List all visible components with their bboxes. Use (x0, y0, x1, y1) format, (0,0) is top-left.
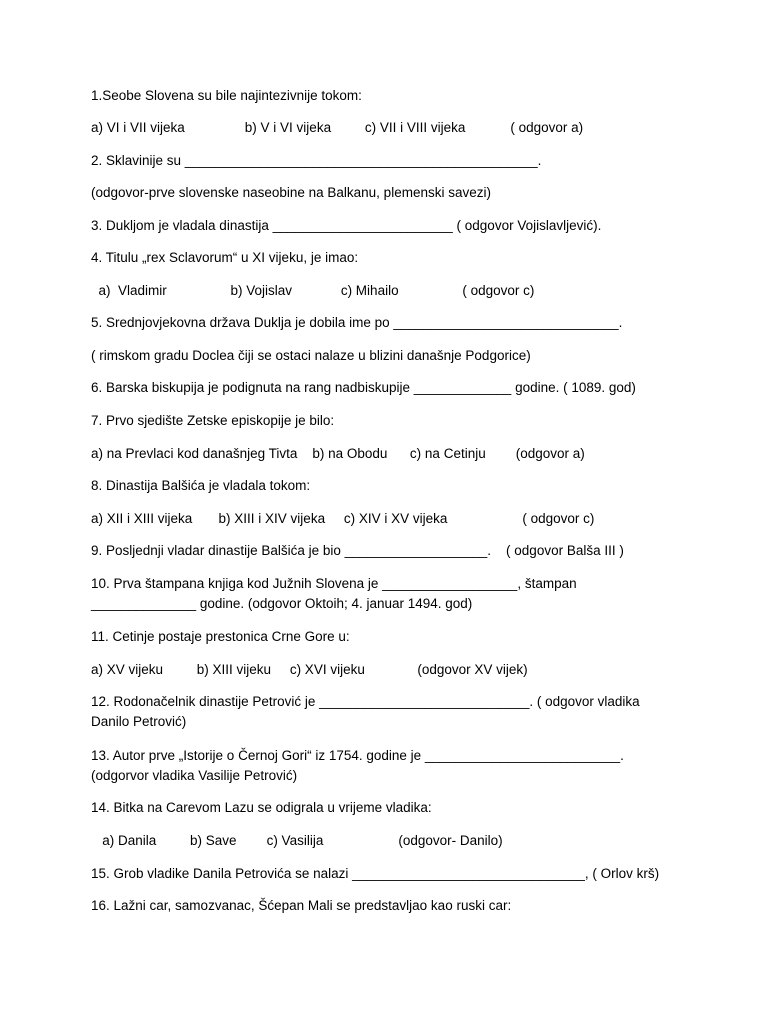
question-14-options: a) Danila b) Save c) Vasilija (odgovor- Danilo) (91, 833, 503, 848)
question-8-options: a) XII i XIII vijeka b) XIII i XIV vijeka c) XIV i XV vijeka ( odgovor c) (91, 511, 595, 526)
question-12: 12. Rodonačelnik dinastije Petrović je ____________________________. ( odgovor vladika Danilo Petrović) (91, 694, 640, 729)
question-4: 4. Titulu „rex Sclavorum“ u XI vijeku, je imao: (91, 250, 359, 265)
question-14: 14. Bitka na Carevom Lazu se odigrala u vrijeme vladika: (91, 800, 432, 815)
question-9: 9. Posljednji vladar dinastije Balšića je bio ___________________. ( odgovor Balša III ) (91, 543, 624, 558)
question-1: 1.Seobe Slovena su bile najintezivnije tokom: (91, 88, 362, 103)
question-5: 5. Srednjovjekovna država Duklja je dobila ime po ______________________________. (91, 315, 623, 330)
question-5-answer: ( rimskom gradu Doclea čiji se ostaci nalaze u blizini današnje Podgorice) (91, 348, 531, 363)
question-2-answer: (odgovor-prve slovenske naseobine na Balkanu, plemenski savezi) (91, 185, 491, 200)
question-7-options: a) na Prevlaci kod današnjeg Tivta b) na Obodu c) na Cetinju (odgovor a) (91, 446, 585, 461)
question-1-options: a) VI i VII vijeka b) V i VI vijeka c) VII i VIII vijeka ( odgovor a) (91, 120, 584, 135)
question-13: 13. Autor prve „Istorije o Černoj Gori“ iz 1754. godine je __________________________. (odgorvor vladika Vasilije Petrović) (91, 748, 624, 783)
question-4-options: a) Vladimir b) Vojislav c) Mihailo ( odgovor c) (91, 283, 535, 298)
question-11: 11. Cetinje postaje prestonica Crne Gore u: (91, 629, 350, 644)
question-15: 15. Grob vladike Danila Petrovića se nalazi _______________________________, ( Orlov krš) (91, 866, 660, 881)
question-8: 8. Dinastija Balšića je vladala tokom: (91, 478, 311, 493)
question-16: 16. Lažni car, samozvanac, Šćepan Mali se predstavljao kao ruski car: (91, 898, 512, 913)
question-2: 2. Sklavinije su _______________________________________________. (91, 153, 542, 168)
question-3: 3. Dukljom je vladala dinastija ________________________ ( odgovor Vojislavljević). (91, 218, 602, 233)
question-6: 6. Barska biskupija je podignuta na rang nadbiskupije _____________ godine. ( 1089. god) (91, 380, 636, 395)
question-10: 10. Prva štampana knjiga kod Južnih Slovena je __________________, štampan ______________ godine. (odgovor Oktoih; 4. januar 1494. god) (91, 576, 577, 611)
question-11-options: a) XV vijeku b) XIII vijeku c) XVI vijeku (odgovor XV vijek) (91, 662, 528, 677)
question-7: 7. Prvo sjedište Zetske episkopije je bilo: (91, 413, 335, 428)
